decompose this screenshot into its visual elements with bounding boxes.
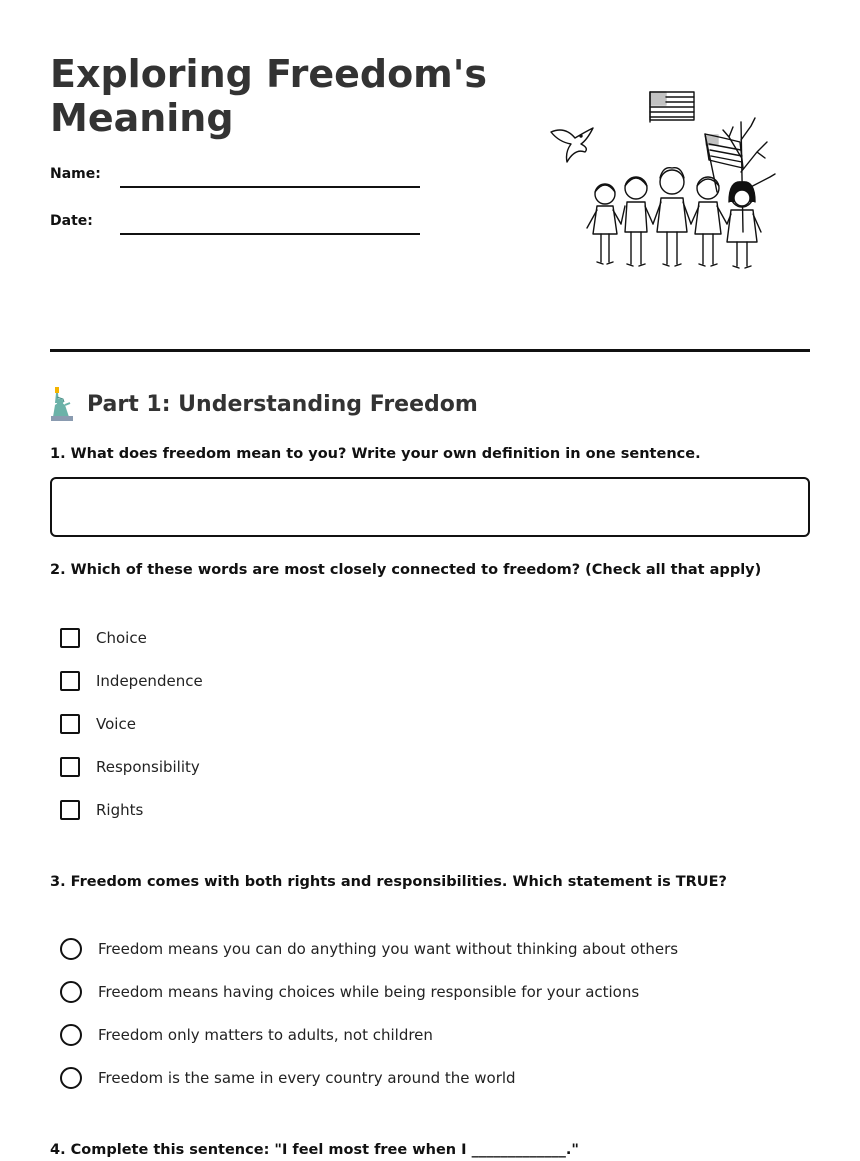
child-2	[621, 177, 653, 266]
date-label: Date:	[50, 213, 93, 229]
q3-option-3[interactable]	[60, 1023, 433, 1047]
checkbox[interactable]	[60, 628, 80, 648]
child-4	[691, 177, 727, 266]
child-5	[727, 182, 761, 268]
checkbox[interactable]	[60, 714, 80, 734]
dove-icon	[551, 128, 593, 162]
q2-option-choice[interactable]	[60, 626, 147, 650]
statue-of-liberty-icon	[50, 387, 78, 421]
question-2: 2. Which of these words are most closely connected to freedom? (Check all that apply)	[50, 562, 762, 578]
children-group	[587, 168, 761, 268]
q2-option-responsibility[interactable]	[60, 755, 200, 779]
radio-button[interactable]	[60, 938, 82, 960]
top-flag-icon	[650, 92, 694, 122]
date-field	[50, 213, 430, 243]
child-3	[653, 168, 691, 266]
checkbox[interactable]	[60, 800, 80, 820]
option-label: Freedom means you can do anything you want without thinking about others	[98, 940, 679, 958]
option-label: Responsibility	[96, 758, 200, 776]
q2-option-voice[interactable]	[60, 712, 136, 736]
option-label: Freedom is the same in every country around the world	[98, 1069, 516, 1087]
name-field	[50, 166, 430, 196]
child-1	[587, 184, 621, 264]
name-line[interactable]	[120, 186, 420, 188]
radio-button[interactable]	[60, 981, 82, 1003]
date-line[interactable]	[120, 233, 420, 235]
worksheet-page	[50, 0, 810, 1161]
radio-button[interactable]	[60, 1024, 82, 1046]
q2-option-independence[interactable]	[60, 669, 203, 693]
worksheet-title: Exploring Freedom's Meaning	[50, 52, 488, 140]
option-label: Freedom means having choices while being responsible for your actions	[98, 983, 640, 1001]
option-label: Independence	[96, 672, 203, 690]
part1-title: Part 1: Understanding Freedom	[87, 391, 478, 417]
question-1: 1. What does freedom mean to you? Write your own definition in one sentence.	[50, 446, 701, 462]
option-label: Voice	[96, 715, 136, 733]
option-label: Choice	[96, 629, 147, 647]
name-label: Name:	[50, 166, 101, 182]
q3-option-1[interactable]	[60, 937, 678, 961]
q2-option-rights[interactable]	[60, 798, 143, 822]
option-label: Rights	[96, 801, 144, 819]
question-3: 3. Freedom comes with both rights and responsibilities. Which statement is TRUE?	[50, 874, 727, 890]
option-label: Freedom only matters to adults, not children	[98, 1026, 433, 1044]
children-illustration	[545, 82, 785, 282]
section-divider	[50, 349, 810, 352]
q3-option-2[interactable]	[60, 980, 639, 1004]
question-1-answer-field[interactable]	[50, 477, 810, 537]
q3-option-4[interactable]	[60, 1066, 516, 1090]
checkbox[interactable]	[60, 757, 80, 777]
checkbox[interactable]	[60, 671, 80, 691]
question-4: 4. Complete this sentence: "I feel most free when I _____________."	[50, 1142, 579, 1158]
radio-button[interactable]	[60, 1067, 82, 1089]
part1-heading	[50, 387, 478, 421]
